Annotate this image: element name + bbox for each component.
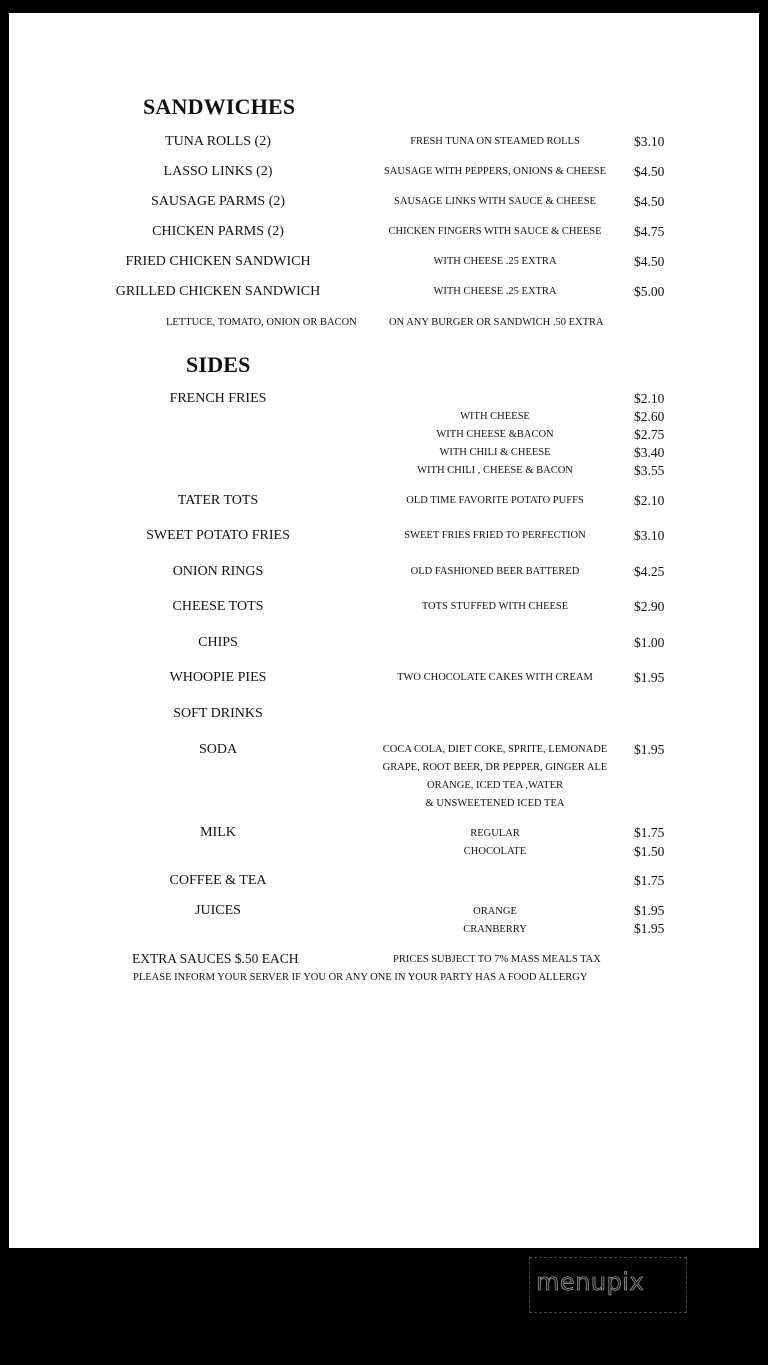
variant-desc: WITH CHILI , CHEESE & BACON: [417, 465, 573, 476]
menu-item-name: LASSO LINKS (2): [163, 164, 273, 179]
menu-item-price: $4.25: [634, 564, 665, 579]
menu-item-name: FRIED CHICKEN SANDWICH: [125, 254, 311, 269]
variant-desc: WITH CHEESE &BACON: [436, 429, 554, 440]
menu-item-name: MILK: [200, 825, 236, 840]
variant-desc: ORANGE: [473, 906, 517, 917]
menu-item-price: $2.10: [634, 391, 665, 406]
menu-item-name: SODA: [198, 742, 238, 757]
menu-page: [9, 13, 759, 1248]
menu-item-name: TUNA ROLLS (2): [165, 134, 271, 149]
menu-item-price: $5.00: [634, 284, 665, 299]
menu-item-name: FRENCH FRIES: [169, 391, 267, 406]
menu-item-desc: OLD FASHIONED BEER BATTERED: [410, 566, 580, 577]
menu-item-name: ONION RINGS: [172, 564, 264, 579]
extra-sauces-note: EXTRA SAUCES $.50 EACH: [132, 951, 299, 966]
menu-item-price: $1.95: [634, 742, 665, 757]
sides-heading: SIDES: [186, 352, 251, 377]
menu-item-name: GRILLED CHICKEN SANDWICH: [115, 284, 321, 299]
menu-item-name: CHIPS: [198, 635, 238, 650]
menu-item-price: $3.10: [634, 134, 665, 149]
menu-item-price: $4.50: [634, 194, 665, 209]
menu-item-price: $2.10: [634, 493, 665, 508]
menu-item-desc: TWO CHOCOLATE CAKES WITH CREAM: [397, 672, 593, 683]
menu-item-desc: SWEET FRIES FRIED TO PERFECTION: [404, 530, 586, 541]
watermark-text: menupix: [536, 1268, 645, 1296]
menu-item-name: COFFEE & TEA: [169, 873, 267, 888]
soft-drinks-heading: SOFT DRINKS: [173, 706, 263, 721]
variant-desc: CRANBERRY: [463, 924, 527, 935]
variant-price: $2.75: [634, 427, 665, 442]
variant-desc: CHOCOLATE: [463, 846, 527, 857]
menu-item-name: JUICES: [195, 903, 241, 918]
soda-flavors-line: & UNSWEETENED ICED TEA: [425, 798, 565, 809]
variant-desc: REGULAR: [470, 828, 520, 839]
sandwich-note-left: LETTUCE, TOMATO, ONION OR BACON: [166, 317, 357, 328]
menu-item-desc: CHICKEN FINGERS WITH SAUCE & CHEESE: [388, 226, 602, 237]
menu-item-name: SAUSAGE PARMS (2): [150, 194, 286, 209]
variant-price: $1.95: [634, 903, 665, 918]
menu-item-name: CHEESE TOTS: [172, 599, 264, 614]
soda-flavors-line: COCA COLA, DIET COKE, SPRITE, LEMONADE: [382, 744, 608, 755]
variant-desc: WITH CHILI & CHEESE: [439, 447, 551, 458]
menu-item-desc: TOTS STUFFED WITH CHEESE: [421, 601, 569, 612]
variant-price: $2.60: [634, 409, 665, 424]
menu-item-name: TATER TOTS: [177, 493, 259, 508]
menu-item-price: $1.95: [634, 670, 665, 685]
menu-item-price: $1.75: [634, 873, 665, 888]
variant-price: $1.95: [634, 921, 665, 936]
menu-item-name: CHICKEN PARMS (2): [152, 224, 284, 239]
sandwiches-heading: SANDWICHES: [143, 94, 296, 119]
menu-item-price: $2.90: [634, 599, 665, 614]
menu-item-price: $1.00: [634, 635, 665, 650]
menu-item-name: WHOOPIE PIES: [169, 670, 267, 685]
allergy-note: PLEASE INFORM YOUR SERVER IF YOU OR ANY ONE IN YOUR PARTY HAS A FOOD ALLERGY: [133, 972, 588, 983]
menu-item-desc: WITH CHEESE .25 EXTRA: [433, 286, 557, 297]
soda-flavors-line: GRAPE, ROOT BEER, DR PEPPER, GINGER ALE: [382, 762, 608, 773]
menupix-watermark: [529, 1257, 687, 1313]
variant-price: $3.40: [634, 445, 665, 460]
variant-price: $1.50: [634, 844, 665, 859]
variant-price: $3.55: [634, 463, 665, 478]
menu-item-desc: OLD TIME FAVORITE POTATO PUFFS: [406, 495, 584, 506]
variant-desc: WITH CHEESE: [460, 411, 530, 422]
menu-item-desc: WITH CHEESE .25 EXTRA: [433, 256, 557, 267]
soda-flavors-line: ORANGE, ICED TEA ,WATER: [426, 780, 563, 791]
tax-note: PRICES SUBJECT TO 7% MASS MEALS TAX: [393, 954, 601, 965]
menu-item-price: $3.10: [634, 528, 665, 543]
menu-item-price: $4.50: [634, 164, 665, 179]
variant-price: $1.75: [634, 825, 665, 840]
menu-item-desc: FRESH TUNA ON STEAMED ROLLS: [410, 136, 580, 147]
menu-item-desc: SAUSAGE LINKS WITH SAUCE & CHEESE: [394, 196, 596, 207]
menu-item-price: $4.75: [634, 224, 665, 239]
menu-item-desc: SAUSAGE WITH PEPPERS, ONIONS & CHEESE: [383, 166, 607, 177]
sandwich-note-right: ON ANY BURGER OR SANDWICH .50 EXTRA: [389, 317, 604, 328]
menu-item-name: SWEET POTATO FRIES: [146, 528, 290, 543]
menu-item-price: $4.50: [634, 254, 665, 269]
